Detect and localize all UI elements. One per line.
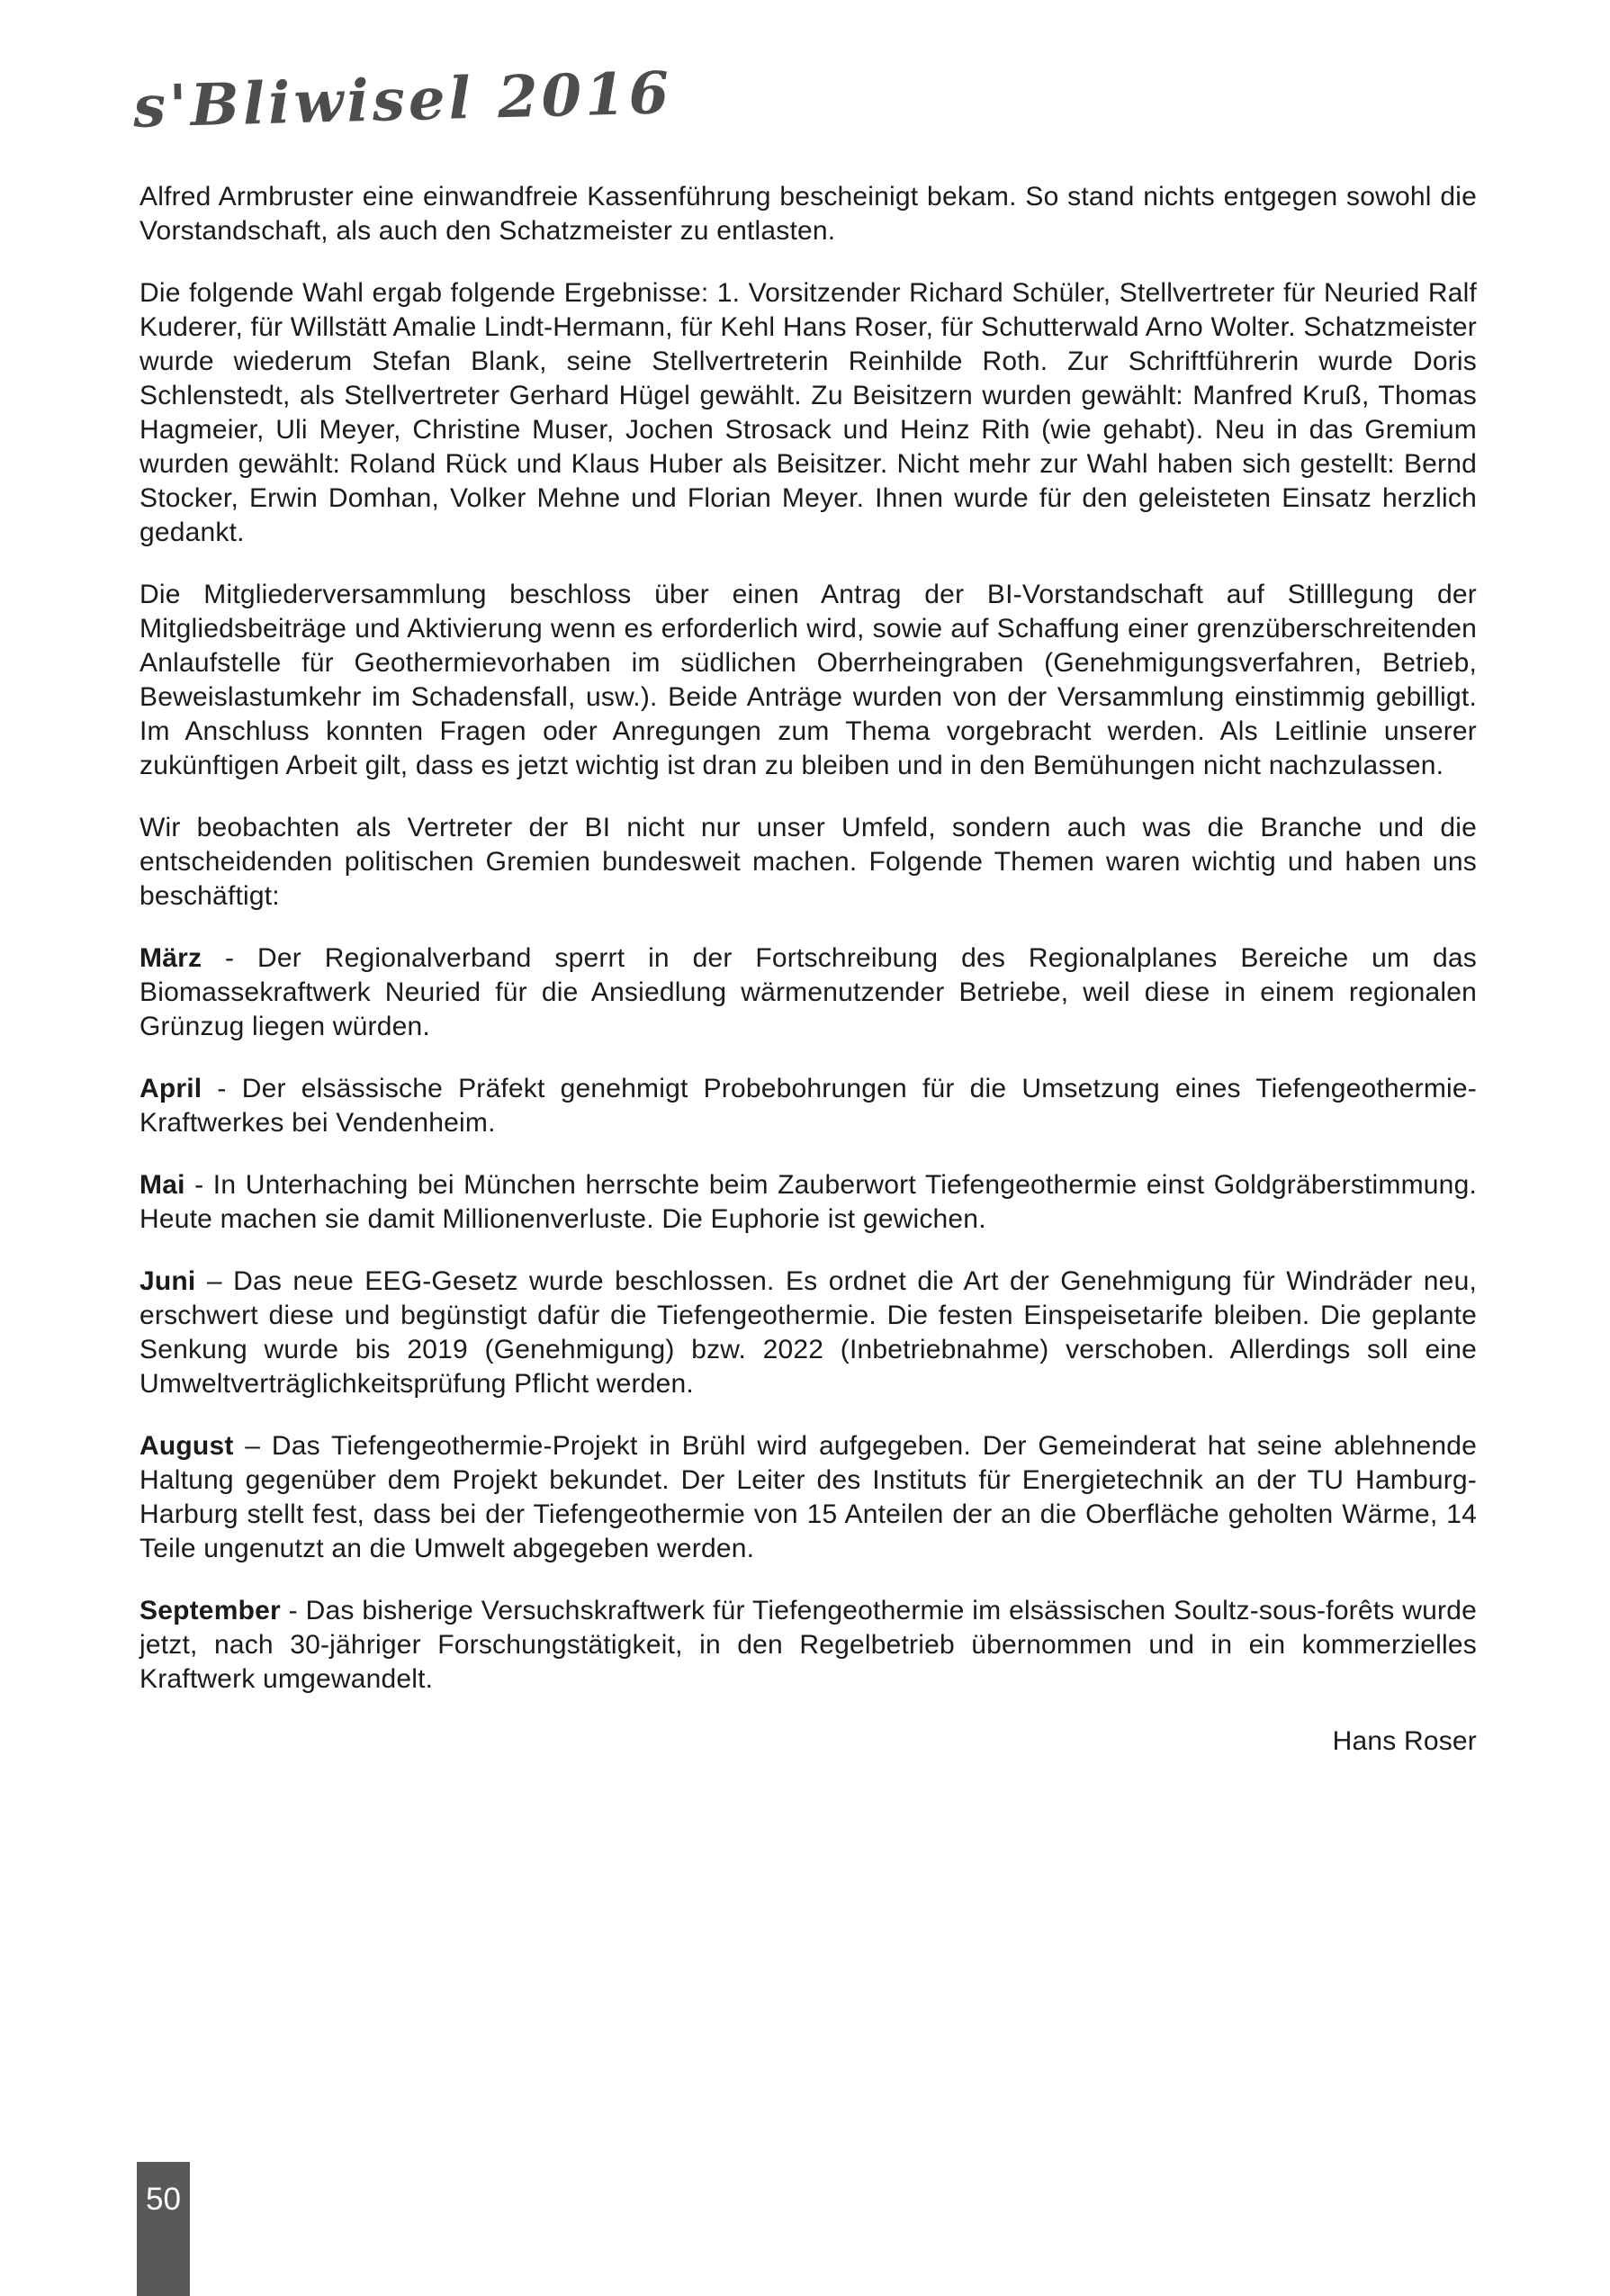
author-signature: Hans Roser [1332,1726,1477,1756]
newsletter-logo: s'Bliwisel 2016 [132,59,674,141]
month-label: Juni [139,1266,196,1296]
paragraph: Alfred Armbruster eine einwandfreie Kassenführung bescheinigt bekam. So stand nichts entgegen sowohl die Vorstandschaft, als auch den Schatzmeister zu entlasten. [139,182,1477,246]
paragraph: Juni – Das neue EEG-Gesetz wurde beschlossen. Es ordnet die Art der Genehmigung für Windräder neu, erschwert diese und begünstigt dafür die Tiefengeothermie. Die festen Einspeisetarife bleiben. Die geplante Senkung wurde bis 2019 (Genehmigung) bzw. 2022 (Inbetriebnahme) verschoben. Allerdings soll eine Umweltverträglichkeitsprüfung Pflicht werden. [139,1266,1477,1399]
paragraph: September - Das bisherige Versuchskraftwerk für Tiefengeothermie im elsässischen Soultz-sous-forêts wurde jetzt, nach 30-jähriger Forschungstätigkeit, in den Regelbetrieb übernommen und in ein kommerzielles Kraftwerk umgewandelt. [139,1596,1477,1694]
paragraph: August – Das Tiefengeothermie-Projekt in Brühl wird aufgegeben. Der Gemeinderat hat seine ablehnende Haltung gegenüber dem Projekt bekundet. Der Leiter des Instituts für Energietechnik an der TU Hamburg-Harburg stellt fest, dass bei der Tiefengeothermie von 15 Anteilen der an die Oberfläche geholten Wärme, 14 Teile ungenutzt an die Umwelt abgegeben werden. [139,1431,1477,1563]
month-label: August [139,1431,234,1461]
paragraph: April - Der elsässische Präfekt genehmigt Probebohrungen für die Umsetzung eines Tiefengeothermie-Kraftwerkes bei Vendenheim. [139,1074,1477,1138]
month-label: März [139,943,202,973]
paragraph: Die Mitgliederversammlung beschloss über einen Antrag der BI-Vorstandschaft auf Stilllegung der Mitgliedsbeiträge und Aktivierung wenn es erforderlich wird, sowie auf Schaffung einer grenzüberschreitenden Anlaufstelle für Geothermievorhaben im südlichen Oberrheingraben (Genehmigungsverfahren, Betrieb, Beweislastumkehr im Schadensfall, usw.). Beide Anträge wurden von der Versammlung einstimmig gebilligt. Im Anschluss konnten Fragen oder Anregungen zum Thema vorgebracht werden. Als Leitlinie unserer zukünftigen Arbeit gilt, dass es jetzt wichtig ist dran zu bleiben und in den Bemühungen nicht nachzulassen. [139,580,1477,780]
month-label: Mai [139,1170,185,1200]
paragraph: Die folgende Wahl ergab folgende Ergebnisse: 1. Vorsitzender Richard Schüler, Stellvertreter für Neuried Ralf Kuderer, für Willstätt Amalie Lindt-Hermann, für Kehl Hans Roser, für Schutterwald Arno Wolter. Schatzmeister wurde wiederum Stefan Blank, seine Stellvertreterin Reinhilde Roth. Zur Schriftführerin wurde Doris Schlenstedt, als Stellvertreter Gerhard Hügel gewählt. Zu Beisitzern wurden gewählt: Manfred Kruß, Thomas Hagmeier, Uli Meyer, Christine Muser, Jochen Strosack und Heinz Rith (wie gehabt). Neu in das Gremium wurden gewählt: Roland Rück und Klaus Huber als Beisitzer. Nicht mehr zur Wahl haben sich gestellt: Bernd Stocker, Erwin Domhan, Volker Mehne und Florian Meyer. Ihnen wurde für den geleisteten Einsatz herzlich gedankt. [139,278,1477,547]
paragraph: Mai - In Unterhaching bei München herrschte beim Zauberwort Tiefengeothermie einst Goldgräberstimmung. Heute machen sie damit Millionenverluste. Die Euphorie ist gewichen. [139,1170,1477,1234]
page-number: 50 [146,2182,181,2217]
month-label: September [139,1596,281,1625]
page-number-badge [137,2162,190,2296]
paragraph: März - Der Regionalverband sperrt in der Fortschreibung des Regionalplanes Bereiche um das Biomassekraftwerk Neuried für die Ansiedlung wärmenutzender Betriebe, weil diese in einem regionalen Grünzug liegen würden. [139,943,1477,1041]
month-label: April [139,1074,202,1103]
paragraph: Wir beobachten als Vertreter der BI nicht nur unser Umfeld, sondern auch was die Branche und die entscheidenden politischen Gremien bundesweit machen. Folgende Themen waren wichtig und haben uns beschäftigt: [139,813,1477,911]
article-body [139,180,1477,1759]
